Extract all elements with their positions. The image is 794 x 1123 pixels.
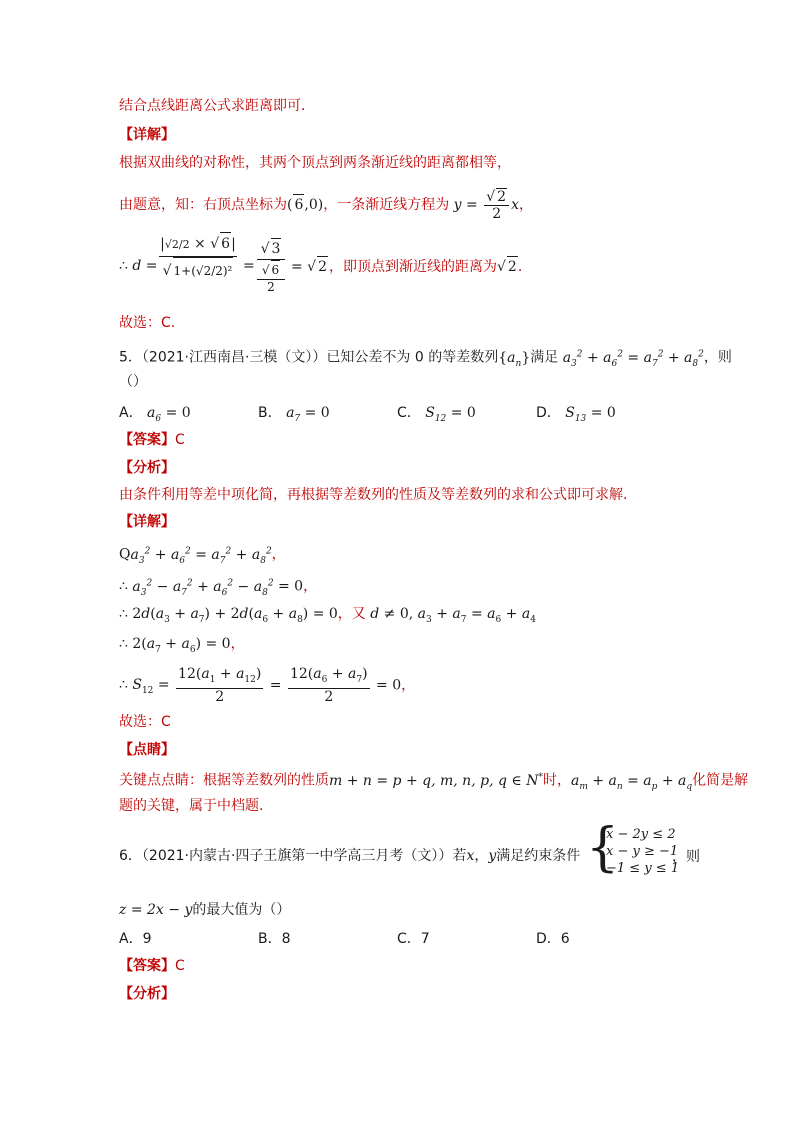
q5-option-a: A． $a_6 = 0$ — [119, 405, 191, 424]
q5-analysis-header: 【分析】 — [119, 460, 175, 476]
q6-stem-tail: ，则 — [672, 849, 700, 865]
q6-stem-2: z = 2x − y的最大值为（） — [119, 902, 291, 918]
q6-option-d: D．6 — [536, 931, 570, 947]
q5-step-2: ∴ $a_3^2 - a_7^2 + a_6^2 - a_8^2 = 0$， — [119, 578, 318, 598]
detail-header: 【详解】 — [119, 127, 175, 143]
constraint-brace: { — [586, 818, 620, 878]
prev-detail-line-1: 根据双曲线的对称性，其两个顶点到两条渐近线的距离都相等， — [119, 155, 511, 171]
q6-option-a: A．9 — [119, 931, 152, 947]
asymptote-equation: y — [453, 197, 462, 213]
q5-point-2: 题的关键，属于中档题. — [119, 798, 264, 814]
q5-point-1: 关键点点睛：根据等差数列的性质m + n = p + q, m, n, p, q ∈ N*时，$a_m + a_n = a_p + a_q$化简是解 — [119, 772, 749, 792]
constraint-system: x − 2y ≤ 2 x − y ≥ −1 −1 ≤ y ≤ 1 — [606, 827, 680, 876]
hint-tail: 结合点线距离公式求距离即可. — [119, 98, 306, 114]
q5-step-1: $Qa_3^2 + a_6^2 = a_7^2 + a_8^2$， — [119, 546, 286, 566]
q6-answer: 【答案】C — [119, 958, 185, 974]
prev-answer-line: 故选：C. — [119, 315, 176, 331]
q5-step-4: ∴ $2(a_7 + a_6) = 0$， — [119, 636, 245, 655]
q5-option-c: C． $S_{12} = 0$ — [397, 405, 476, 424]
q6-stem: 6．（2021·内蒙古·四子王旗第一中学高三月考（文））若x，y满足约束条件 — [119, 848, 581, 864]
q5-step-3: ∴ $2d(a_3 + a_7) + 2d(a_6 + a_8) = 0$，又 d ≠ 0, $a_3 + a_7 = a_6 + a_4$ — [119, 606, 536, 625]
q5-point-header: 【点睛】 — [119, 742, 175, 758]
vertex-coord: ( 6,0) — [287, 197, 323, 213]
q6-option-c: C．7 — [397, 931, 430, 947]
q5-analysis: 由条件利用等差中项化简，再根据等差数列的性质及等差数列的求和公式即可求解. — [119, 487, 628, 503]
document-page: 结合点线距离公式求距离即可. 【详解】 根据双曲线的对称性，其两个顶点到两条渐近线的距离都相等， 由题意，知：右顶点坐标为( 6,0)，一条渐近线方程为 y = $\frac{√ 2}{2}$ x， ∴ d = |√2/2 × √ 6| √ 1+(√2/2)² = √ 3 √ 6 2 = √ 2 ，即顶点到渐近线的距离为√ 2. 故选：C. 5．（2021·江西南昌·三模（文））已知公差不为 0 的等差数列$\{a_n\}$满足 $a_3^2 + a_6^2 = a_7^2 + a_8^2$，则 （） A． $a_6 = 0$ B． $a_7 = 0$ C． $S_{12} = 0$ D． $S_{13} = 0$ 【答案】C 【分析】 由条件利用等差中项化简，再根据等差数列的性质及等差数列的求和公式即可求解. 【详解】 $Qa_3^2 + a_6^2 = a_7^2 + a_8^2$， ∴ $a_3^2 - a_7^2 + a_6^2 - a_8^2 = 0$， ∴ $2d(a_3 + a_7) + 2d(a_6 + a_8) = 0$，又 d ≠ 0, $a_3 + a_7 = a_6 + a_4$ ∴ $2(a_7 + a_6) = 0$， ∴ $S_{12}$ = $\frac{12(a_1 + a_{12})}{2}$ = $\frac{12(a_6 + a_7)}{2}$ = 0， 故选：C 【点睛】 关键点点睛：根据等差数列的性质m + n = p + q, m, n, p, q ∈ N*时，$a_m + a_n = a_p + a_q$化简是解 题的关键，属于中档题. 6．（2021·内蒙古·四子王旗第一中学高三月考（文））若x，y满足约束条件 { x − 2y ≤ 2 x − y ≥ −1 −1 ≤ y ≤ 1 ，则 z = 2x − y的最大值为（） A．9 B．8 C．7 D．6 【答案】C 【分析】 — [119, 98, 749, 1002]
prev-detail-line-2: 由题意，知：右顶点坐标为( 6,0)，一条渐近线方程为 y = $\frac{√ 2}{2}$ x， — [119, 189, 533, 222]
q5-option-d: D． $S_{13} = 0$ — [536, 405, 616, 424]
q5-option-b: B． $a_7 = 0$ — [258, 405, 330, 424]
q5-answer: 【答案】C — [119, 432, 185, 448]
q5-step-5: ∴ $S_{12}$ = $\frac{12(a_1 + a_{12})}{2}$ = $\frac{12(a_6 + a_7)}{2}$ = 0， — [119, 666, 416, 705]
q5-stem: 5．（2021·江西南昌·三模（文））已知公差不为 0 的等差数列$\{a_n\}$满足 $a_3^2 + a_6^2 = a_7^2 + a_8^2$，则 — [119, 349, 732, 369]
q6-analysis-header: 【分析】 — [119, 986, 175, 1002]
q5-stem-2: （） — [119, 374, 147, 390]
q5-choose: 故选：C — [119, 714, 171, 730]
q6-option-b: B．8 — [258, 931, 291, 947]
q5-detail-header: 【详解】 — [119, 514, 175, 530]
